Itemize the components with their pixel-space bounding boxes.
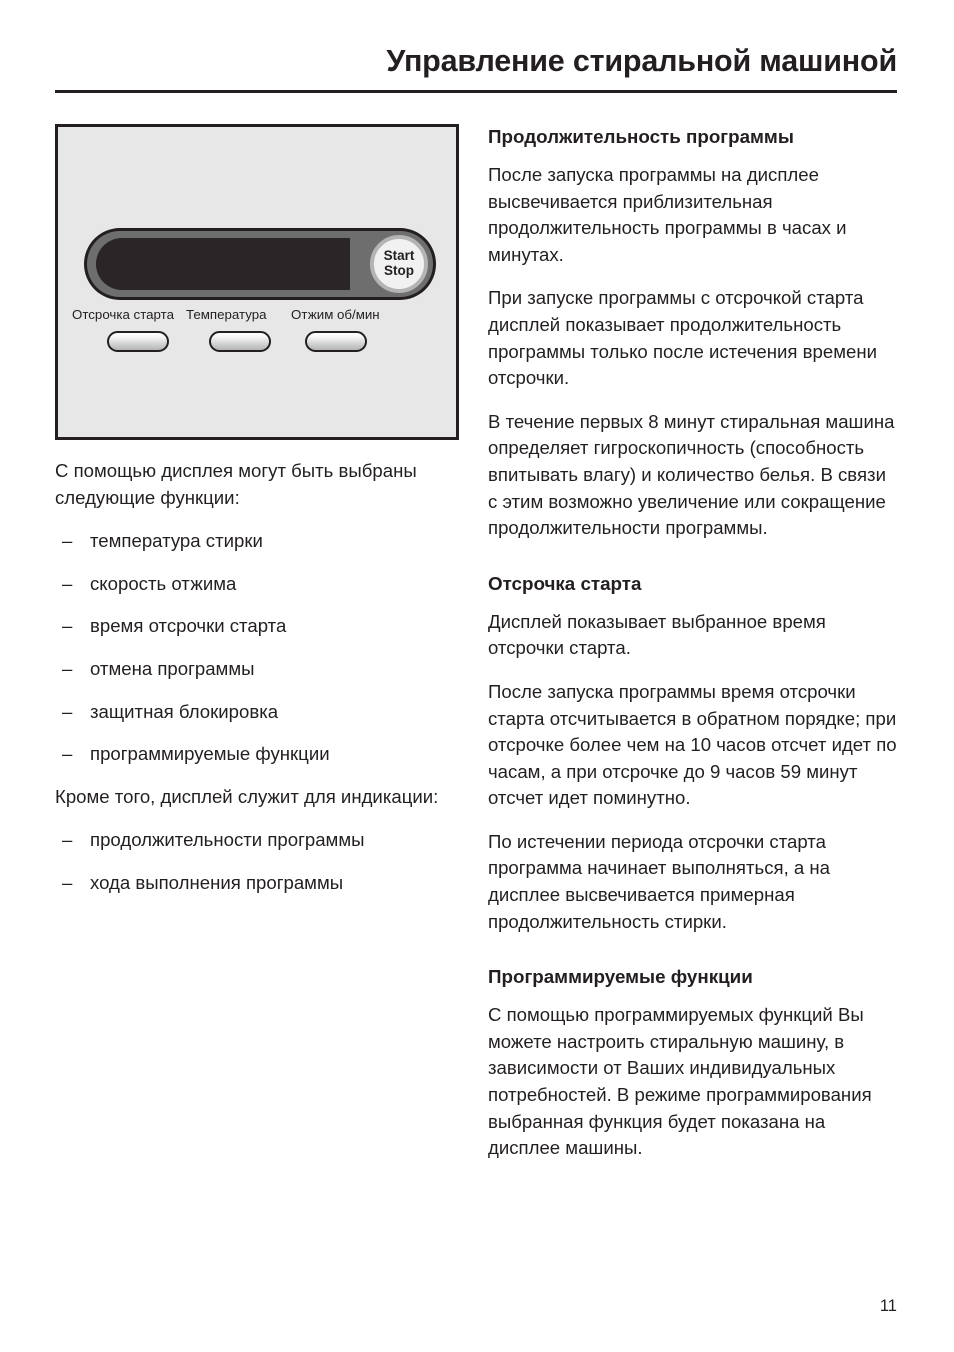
display-screen <box>96 238 350 290</box>
section-heading-delay-start: Отсрочка старта <box>488 572 642 594</box>
list-item: – отмена программы <box>55 656 463 683</box>
list-item: – продолжительности программы <box>55 827 463 854</box>
control-panel-illustration <box>55 124 459 440</box>
start-stop-button[interactable] <box>370 235 428 293</box>
list-item: – скорость отжима <box>55 571 463 598</box>
paragraph: С помощью программируемых функций Вы можете настроить стиральную машину, в зависимости от Ваших индивидуальных потребностей. В режиме программирования выбранная функция будет показана на дисплее машины. <box>488 1004 872 1159</box>
right-column <box>488 124 897 1179</box>
list-item: – время отсрочки старта <box>55 613 463 640</box>
left-intro-paragraph: С помощью дисплея могут быть выбраны следующие функции: <box>55 460 417 508</box>
key-label-delay-start: Отсрочка старта <box>72 307 174 322</box>
panel-key-row <box>72 331 448 355</box>
list-item: – хода выполнения программы <box>55 870 463 897</box>
start-stop-label-line1: Start <box>383 248 415 264</box>
page-title: Управление стиральной машиной <box>386 44 897 78</box>
title-divider <box>55 90 897 93</box>
paragraph: По истечении периода отсрочки старта программа начинает выполняться, а на дисплее высвечивается примерная продолжительность стирки. <box>488 830 831 932</box>
panel-key-labels <box>72 307 448 325</box>
paragraph: В течение первых 8 минут стиральная машина определяет гигроскопичность (способность впитывать влагу) и количество белья. В связи с этим возможно увеличение или сокращение продолжительности программы. <box>488 410 895 539</box>
display-assembly <box>84 228 436 300</box>
section-heading-program-duration: Продолжительность программы <box>488 126 794 147</box>
left-column <box>55 124 463 913</box>
key-button-spin-speed[interactable] <box>305 331 367 352</box>
key-button-delay-start[interactable] <box>107 331 169 352</box>
display-bezel <box>87 231 433 297</box>
indications-list <box>55 827 463 896</box>
list-item: – защитная блокировка <box>55 699 463 726</box>
page-number: 11 <box>879 1297 897 1315</box>
key-label-spin-speed: Отжим об/мин <box>291 307 380 322</box>
left-secondary-intro-paragraph: Кроме того, дисплей служит для индикации: <box>55 785 439 807</box>
list-item: – температура стирки <box>55 528 463 555</box>
paragraph: После запуска программы на дисплее высвечивается приблизительная продолжительность программы в часах и минутах. <box>488 164 847 265</box>
list-item: – программируемые функции <box>55 741 463 768</box>
page-header <box>55 44 897 93</box>
paragraph: После запуска программы время отсрочки старта отсчитывается в обратном порядке; при отсрочке более чем на 10 часов отсчет идет по часам, а при отсрочке до 9 часов 59 минут отсчет идет поминутно. <box>488 680 897 809</box>
key-label-temperature: Температура <box>186 307 267 322</box>
section-heading-programmable-functions: Программируемые функции <box>488 966 753 988</box>
start-stop-label-line2: Stop <box>384 263 414 278</box>
paragraph: При запуске программы с отсрочкой старта дисплей показывает продолжительность программы только после истечения времени отсрочки. <box>488 287 877 389</box>
paragraph: Дисплей показывает выбранное время отсрочки старта. <box>488 610 826 659</box>
functions-list <box>55 528 463 768</box>
key-button-temperature[interactable] <box>209 331 271 352</box>
